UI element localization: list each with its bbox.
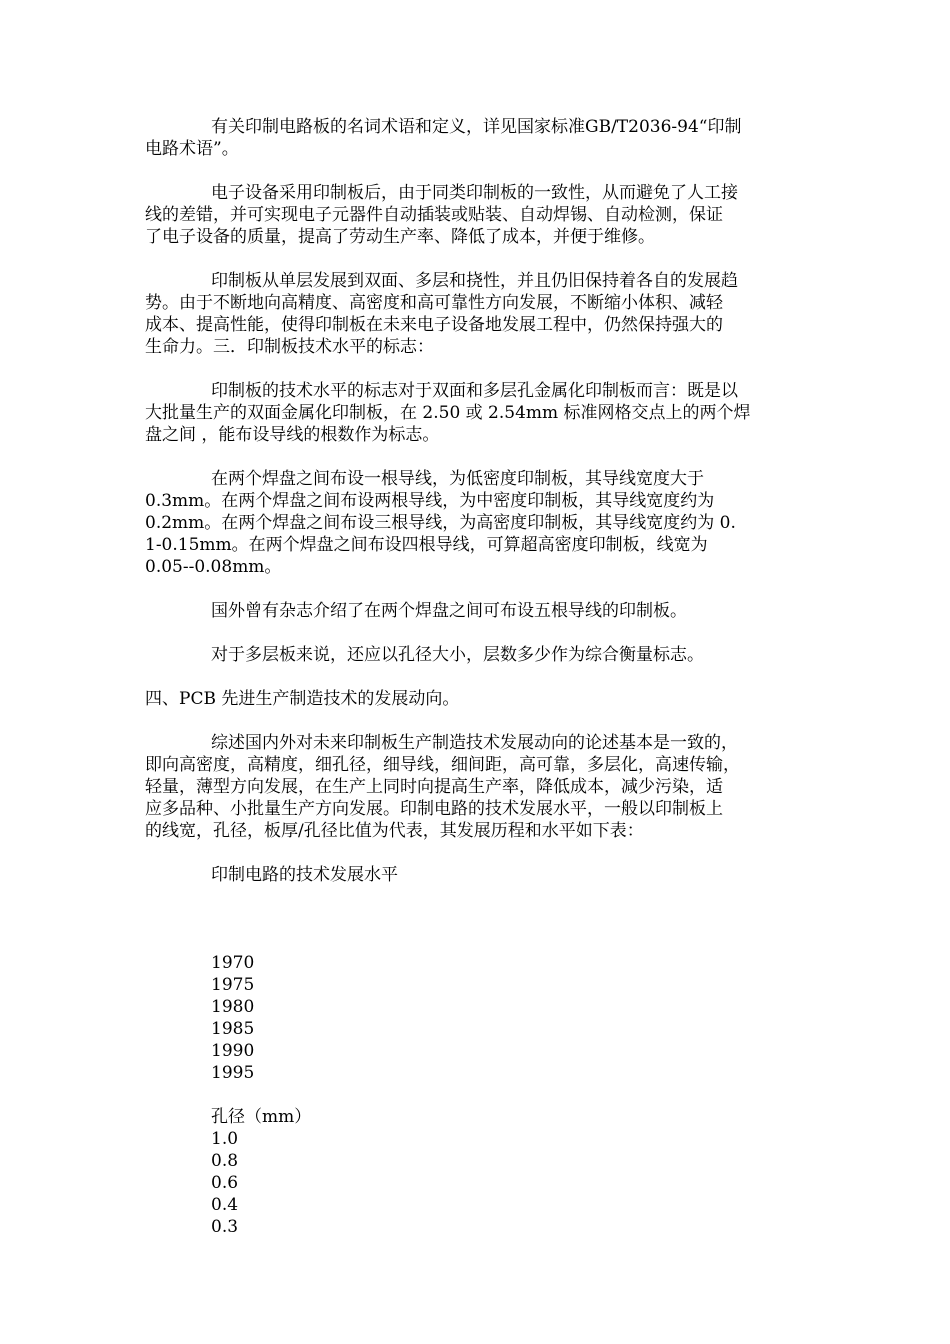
hole-diameter-value: 0.3	[211, 1217, 239, 1237]
paragraph-line: 成本、提高性能，使得印制板在未来电子设备地发展工程中，仍然保持强大的	[145, 315, 723, 335]
paragraph-line: 生命力。三．印制板技术水平的标志：	[145, 337, 434, 357]
year-value: 1985	[211, 1019, 255, 1039]
paragraph-line: 0.05--0.08mm。	[145, 557, 282, 577]
paragraph-line: 印制板的技术水平的标志对于双面和多层孔金属化印制板而言：既是以	[211, 381, 738, 401]
paragraph-line: 印制板从单层发展到双面、多层和挠性，并且仍旧保持着各自的发展趋	[211, 271, 738, 291]
paragraph-development	[145, 270, 813, 358]
hole-diameter-value: 1.0	[211, 1129, 239, 1149]
paragraph-line: 电路术语”。	[145, 139, 239, 159]
paragraph-line: 线的差错，并可实现电子元器件自动插装或贴装、自动焊锡、自动检测，保证	[145, 205, 723, 225]
paragraph-line: 势。由于不断地向高精度、高密度和高可靠性方向发展，不断缩小体积、减轻	[145, 293, 723, 313]
paragraph-line: 大批量生产的双面金属化印制板，在 2.50 或 2.54mm 标准网格交点上的两个焊	[145, 403, 751, 423]
hole-diameter-label: 孔径（mm）	[211, 1107, 312, 1127]
hole-diameter-value: 0.8	[211, 1151, 239, 1171]
paragraph-line: 了电子设备的质量，提高了劳动生产率、降低了成本，并便于维修。	[145, 227, 655, 247]
paragraph-terminology	[145, 116, 813, 160]
paragraph-line: 在两个焊盘之间布设一根导线，为低密度印制板，其导线宽度大于	[211, 469, 704, 489]
document-page	[145, 116, 813, 1260]
paragraph-line: 的线宽，孔径，板厚/孔径比值为代表，其发展历程和水平如下表：	[145, 821, 644, 841]
paragraph-line: 综述国内外对未来印制板生产制造技术发展动向的论述基本是一致的，	[211, 733, 738, 753]
year-value: 1970	[211, 953, 255, 973]
paragraph-line: 对于多层板来说，还应以孔径大小，层数多少作为综合衡量标志。	[211, 645, 704, 665]
paragraph-summary	[145, 732, 813, 842]
paragraph-line: 轻量，薄型方向发展，在生产上同时向提高生产率，降低成本，减少污染，适	[145, 777, 723, 797]
paragraph-line: 应多品种、小批量生产方向发展。印制电路的技术发展水平，一般以印制板上	[145, 799, 723, 819]
year-value: 1975	[211, 975, 255, 995]
hole-diameter-value: 0.4	[211, 1195, 239, 1215]
paragraph-line: 盘之间 ，能布设导线的根数作为标志。	[145, 425, 440, 445]
paragraph-line: 即向高密度，高精度，细孔径，细导线，细间距，高可靠，多层化，高速传输，	[145, 755, 740, 775]
paragraph-multilayer	[145, 644, 813, 666]
paragraph-technical-standard	[145, 380, 813, 446]
paragraph-density-levels	[145, 468, 813, 578]
year-value: 1990	[211, 1041, 255, 1061]
hole-diameter-value: 0.6	[211, 1173, 239, 1193]
table-title: 印制电路的技术发展水平	[211, 865, 398, 885]
year-value: 1995	[211, 1063, 255, 1083]
paragraph-line: 1-0.15mm。在两个焊盘之间布设四根导线，可算超高密度印制板，线宽为	[145, 535, 708, 555]
year-value: 1980	[211, 997, 255, 1017]
year-list	[211, 952, 813, 1084]
paragraph-line: 0.3mm。在两个焊盘之间布设两根导线，为中密度印制板，其导线宽度约为	[145, 491, 715, 511]
paragraph-line: 有关印制电路板的名词术语和定义，详见国家标准GB/T2036-94“印制	[211, 117, 742, 137]
section-heading: 四、PCB 先进生产制造技术的发展动向。	[145, 689, 460, 709]
paragraph-benefits	[145, 182, 813, 248]
paragraph-line: 国外曾有杂志介绍了在两个焊盘之间可布设五根导线的印制板。	[211, 601, 687, 621]
paragraph-foreign-magazine	[145, 600, 813, 622]
hole-diameter-list	[211, 1106, 813, 1238]
paragraph-line: 电子设备采用印制板后，由于同类印制板的一致性，从而避免了人工接	[211, 183, 738, 203]
paragraph-line: 0.2mm。在两个焊盘之间布设三根导线，为高密度印制板，其导线宽度约为 0.	[145, 513, 736, 533]
